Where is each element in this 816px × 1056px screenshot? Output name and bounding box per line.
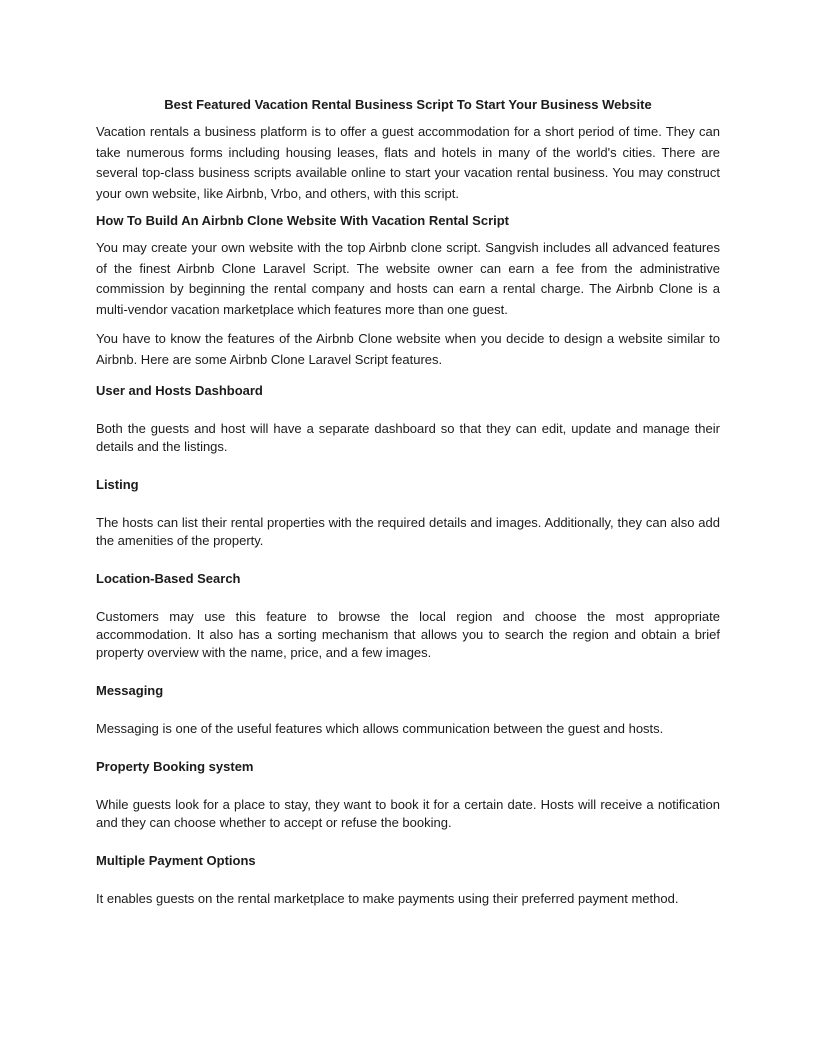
section-body-messaging: Messaging is one of the useful features which allows communication between the guest and hosts. [96,721,664,736]
section-body-dashboard: Both the guests and host will have a separate dashboard so that they can edit, update and manage their details and the listings. [96,421,720,454]
section-body-listing: The hosts can list their rental properties with the required details and images. Additionally, they can also add the amenities of the property. [96,515,720,548]
section-heading-booking: Property Booking system [96,759,254,774]
document-title: Best Featured Vacation Rental Business Script To Start Your Business Website [164,97,652,112]
section-body-payment: It enables guests on the rental marketplace to make payments using their preferred payment method. [96,891,679,906]
document-page [96,96,720,908]
section-heading-location-search: Location-Based Search [96,571,241,586]
section-heading-listing: Listing [96,477,139,492]
section-heading-payment: Multiple Payment Options [96,853,256,868]
features-intro-paragraph: You have to know the features of the Airbnb Clone website when you decide to design a website similar to Airbnb. Here are some Airbnb Clone Laravel Script features. [96,331,720,367]
build-paragraph: You may create your own website with the top Airbnb clone script. Sangvish includes all advanced features of the finest Airbnb Clone Laravel Script. The website owner can earn a fee from the administrative commission by beginning the rental company and hosts can earn a rental charge. The Airbnb Clone is a multi-vendor vacation marketplace which features more than one guest. [96,240,720,317]
intro-paragraph: Vacation rentals a business platform is to offer a guest accommodation for a short period of time. They can take numerous forms including housing leases, flats and hotels in many of the world's cities. There are several top-class business scripts available online to start your vacation rental business. You may construct your own website, like Airbnb, Vrbo, and others, with this script. [96,124,720,201]
section-heading-messaging: Messaging [96,683,164,698]
section-body-location-search: Customers may use this feature to browse the local region and choose the most appropriate accommodation. It also has a sorting mechanism that allows you to search the region and obtain a brief property overview with the name, price, and a few images. [96,609,720,660]
section-body-booking: While guests look for a place to stay, they want to book it for a certain date. Hosts will receive a notification and they can choose whether to accept or refuse the booking. [96,797,720,830]
build-heading: How To Build An Airbnb Clone Website With Vacation Rental Script [96,213,510,228]
section-heading-dashboard: User and Hosts Dashboard [96,383,263,398]
